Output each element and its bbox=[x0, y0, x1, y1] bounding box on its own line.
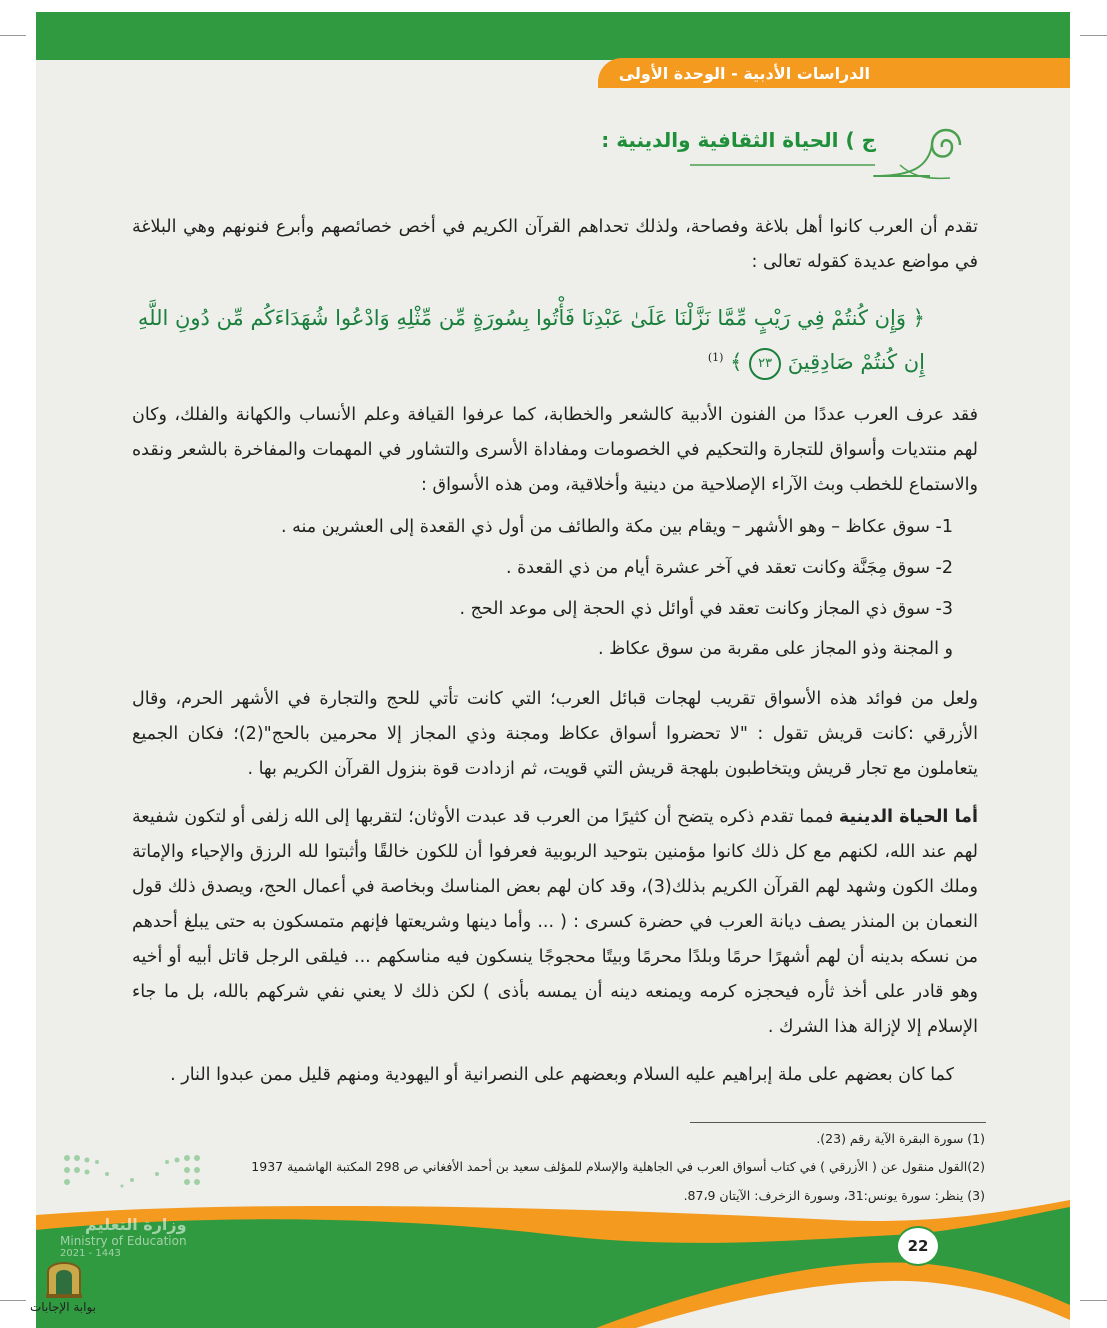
quran-line-2: إِن كُنتُمْ صَادِقِينَ bbox=[787, 350, 925, 374]
last-paragraph: كما كان بعضهم على ملة إبراهيم عليه السلام وبعضهم على النصرانية أو اليهودية ومنهم قليل ممن عبدوا النار . bbox=[170, 1065, 954, 1085]
section-heading: ج ) الحياة الثقافية والدينية : bbox=[601, 128, 876, 152]
watermark-arabic: وزارة التعليم bbox=[85, 1215, 187, 1234]
ayah-number: ٢٣ bbox=[749, 348, 781, 380]
crop-mark bbox=[1080, 35, 1107, 36]
dot-pattern-icon bbox=[62, 1150, 222, 1198]
watermark-english: Ministry of Education bbox=[60, 1234, 187, 1248]
section-heading-block bbox=[601, 120, 980, 190]
quran-line-1: ﴿ وَإِن كُنتُمْ فِي رَيْبٍ مِّمَّا نَزَّلْنَا عَلَىٰ عَبْدِنَا فَأْتُوا بِسُورَةٍ مِّن مِّثْلِهِ وَادْعُوا شُهَدَاءَكُم مِّن دُونِ اللَّهِ bbox=[137, 306, 925, 330]
religious-lead: أما الحياة الدينية bbox=[838, 807, 978, 827]
header-title: الدراسات الأدبية - الوحدة الأولى bbox=[618, 63, 870, 83]
benefits-paragraph: ولعل من فوائد هذه الأسواق تقريب لهجات قبائل العرب؛ التي كانت تأتي للحج والتجارة في الأشهر الحرم، وقال الأزرقي :كانت قريش تقول : "لا تحضروا أسواق عكاظ ومجنة وذي المجاز إلا محرمين بالحج"(2)؛ فكان الجميع يتعاملون مع تجار قريش ويتخاطبون بلهجة قريش التي قويت، ثم ازدادت قوة بنزول القرآن الكريم بها . bbox=[132, 689, 978, 779]
portal-logo-icon bbox=[44, 1254, 84, 1298]
quran-verse bbox=[137, 298, 925, 382]
crop-mark bbox=[1080, 1300, 1107, 1301]
crop-mark bbox=[0, 1300, 26, 1301]
list-item: 1- سوق عكاظ – وهو الأشهر – ويقام بين مكة والطائف من أول ذي القعدة إلى العشرين منه . bbox=[280, 517, 953, 537]
portal-label: بوابة الإجابات bbox=[30, 1300, 97, 1314]
page-number: 22 bbox=[896, 1226, 940, 1266]
header-tab bbox=[598, 58, 1070, 88]
markets-paragraph: فقد عرف العرب عددًا من الفنون الأدبية كالشعر والخطابة، كما عرفوا القيافة وعلم الأنساب والكهانة والفلك، وكان لهم منتديات وأسواق للتجارة والتحكيم في الخصومات ومفاداة الأسرى والتشاور في المهمات والمفاخرة بالشعر ونقده والاستماع للخطب وبث الآراء الإصلاحية من دينية وأخلاقية، ومن هذه الأسواق : bbox=[132, 405, 978, 495]
header-green-band bbox=[36, 12, 1070, 60]
footnote-ref-1: (1) bbox=[707, 351, 724, 364]
quran-close-bracket: ﴾ bbox=[730, 350, 743, 374]
footnote: (2)القول منقول عن ( الأزرقي ) في كتاب أسواق العرب في الجاهلية والإسلام للمؤلف سعيد بن أحمد الأفغاني ص 298 المكتبة الهاشمية 1937 bbox=[251, 1159, 985, 1174]
footnote-divider bbox=[690, 1122, 986, 1123]
watermark-year: 2021 - 1443 bbox=[60, 1248, 121, 1259]
footnote: (3) ينظر: سورة يونس:31، وسورة الزخرف: الآيتان 87،9. bbox=[683, 1188, 985, 1203]
list-item: 2- سوق مِجَنَّة وكانت تعقد في آخر عشرة أيام من ذي القعدة . bbox=[506, 558, 953, 578]
footnote: (1) سورة البقرة الآية رقم (23). bbox=[816, 1131, 985, 1146]
religious-paragraph bbox=[132, 800, 978, 1045]
ministry-watermark bbox=[60, 1215, 187, 1259]
religious-text: فمما تقدم ذكره يتضح أن كثيرًا من العرب قد عبدت الأوثان؛ لتقربها إلى الله زلفى أو لتكون شفيعة لهم عند الله، لكنهم مع كل ذلك كانوا مؤمنين بتوحيد الربوبية فعرفوا أن للكون خالقًا وأثبتوا لله الرزق والإحياء والإماتة وملك الكون وشهد لهم القرآن الكريم بذلك(3)، وقد كان لهم بعض المناسك وبخاصة في أعمال الحج، ويصدق ذلك قول النعمان بن المنذر يصف ديانة العرب في حضرة كسرى : ( ... وأما دينها وشريعتها فإنهم متمسكون به حتى يبلغ أحدهم من نسكه بدينه أن لهم أشهرًا حرمًا وبلدًا محرمًا وبيتًا محجوجًا ينسكون فيه مناسكهم ... فيلقى الرجل قاتل أبيه أو أخيه وهو قادر على أخذ ثأره فيحجزه كرمه ويمنعه دينه أن يمسه بأذى ) لكن ذلك لا يعني نفي شركهم بالله، بل ما جاء الإسلام إلا لإزالة هذا الشرك . bbox=[132, 807, 978, 1037]
list-item: و المجنة وذو المجاز على مقربة من سوق عكاظ . bbox=[598, 639, 953, 659]
list-item: 3- سوق ذي المجاز وكانت تعقد في أوائل ذي الحجة إلى موعد الحج . bbox=[459, 599, 953, 619]
crop-mark bbox=[0, 35, 26, 36]
quran-line-2-row bbox=[185, 338, 925, 382]
intro-paragraph: تقدم أن العرب كانوا أهل بلاغة وفصاحة، ولذلك تحداهم القرآن الكريم في أخص خصائصهم وأبرع فنونهم وهي البلاغة في مواضع عديدة كقوله تعالى : bbox=[132, 217, 978, 272]
